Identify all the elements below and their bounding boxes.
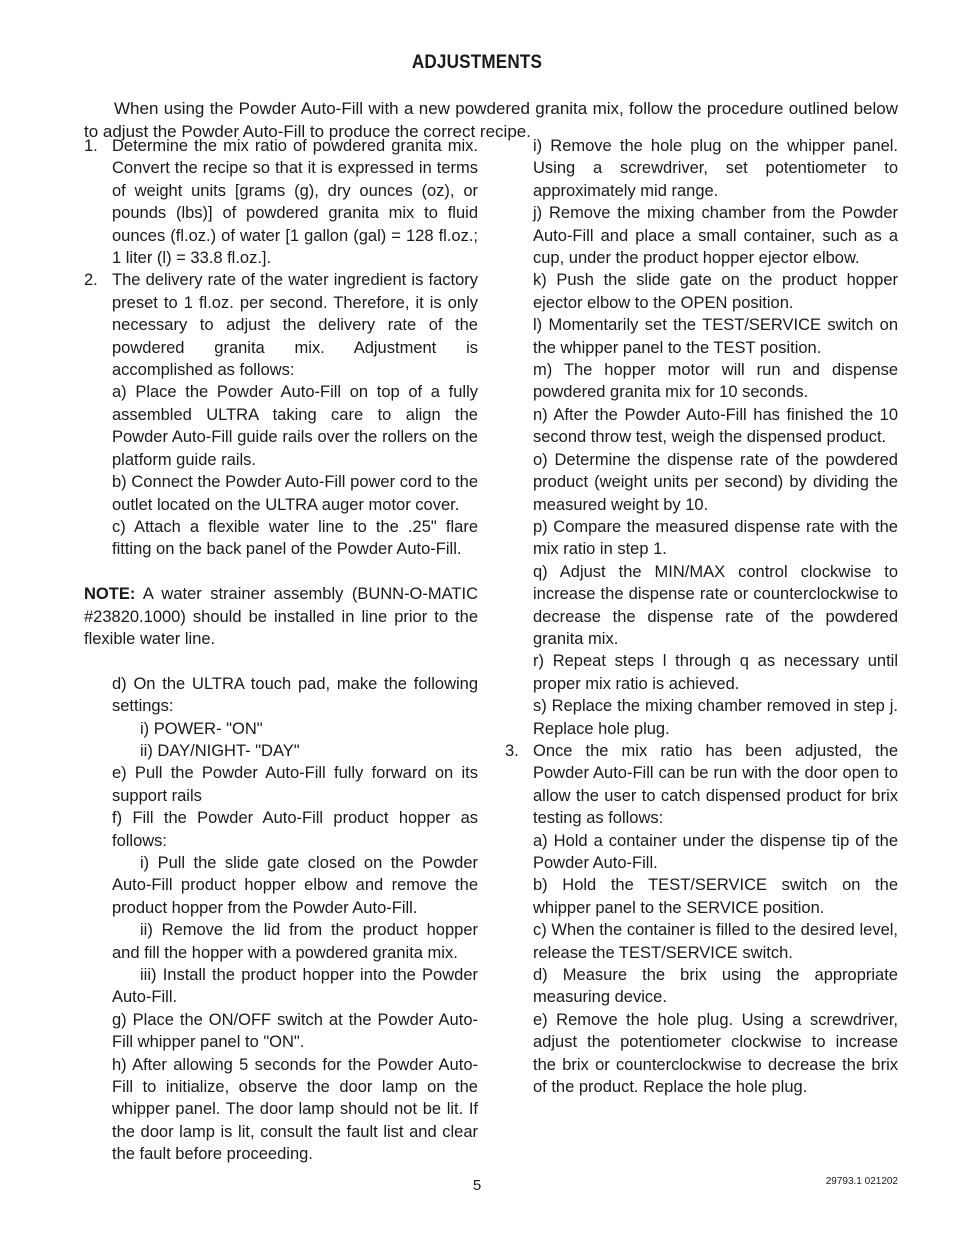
substep-r: r) Repeat steps l through q as necessary until proper mix ratio is achieved.: [533, 652, 898, 693]
substep-c: c) Attach a flexible water line to the .25" flare fitting on the back panel of the Powder Auto-Fill.: [112, 517, 478, 559]
substep-f-i: i) Pull the slide gate closed on the Powder Auto-Fill product hopper elbow and remove the product hopper from the Powder Auto-Fill.: [112, 853, 478, 917]
step-1: [84, 135, 478, 269]
note-text: A water strainer assembly (BUNN-O-MATIC #23820.1000) should be installed in line prior to the flexible water line.: [84, 585, 478, 648]
page-title: ADJUSTMENTS: [411, 52, 543, 73]
right-column: [505, 135, 898, 1098]
note-label: NOTE:: [84, 585, 136, 604]
substep-m: m) The hopper motor will run and dispense powdered granita mix for 10 seconds.: [533, 361, 898, 402]
substep-e: e) Pull the Powder Auto-Fill fully forward on its support rails: [112, 764, 478, 805]
substep-i: i) Remove the hole plug on the whipper panel. Using a screwdriver, set potentiometer to approximately mid range.: [533, 137, 898, 200]
step-number: 2.: [84, 271, 98, 290]
substep-3d: d) Measure the brix using the appropriate measuring device.: [533, 966, 898, 1007]
left-column: [84, 135, 478, 1166]
step-number: 3.: [505, 741, 519, 760]
substep-o: o) Determine the dispense rate of the powdered product (weight units per second) by dividing the measured weight by 10.: [533, 450, 898, 514]
substep-k: k) Push the slide gate on the product hopper ejector elbow to the OPEN position.: [533, 271, 898, 312]
step-text: Determine the mix ratio of powdered granita mix. Convert the recipe so that it is expressed in terms of weight units [grams (g), dry ounces (oz), or pounds (lbs)] of powdered granita mix to fluid ounces (fl.oz.) of water [1 gallon (gal) = 128 fl.oz.; 1 liter (l) = 33.8 fl.oz.].: [112, 137, 478, 268]
substep-f-iii: iii) Install the product hopper into the Powder Auto-Fill.: [112, 966, 478, 1007]
setting-power: i) POWER- "ON": [140, 719, 263, 738]
substep-3b: b) Hold the TEST/SERVICE switch on the whipper panel to the SERVICE position.: [533, 876, 898, 917]
substep-n: n) After the Powder Auto-Fill has finished the 10 second throw test, weigh the dispensed product.: [533, 405, 898, 447]
substep-3a: a) Hold a container under the dispense tip of the Powder Auto-Fill.: [533, 831, 898, 872]
document-code: 29793.1 021202: [825, 1176, 898, 1187]
substep-f: f) Fill the Powder Auto-Fill product hopper as follows:: [112, 809, 478, 850]
substep-f-ii: ii) Remove the lid from the product hopper and fill the hopper with a powdered granita mix.: [112, 921, 478, 962]
step-text: Once the mix ratio has been adjusted, the Powder Auto-Fill can be run with the door open to allow the user to catch dispensed product for brix testing as follows:: [533, 741, 898, 828]
substep-l: l) Momentarily set the TEST/SERVICE switch on the whipper panel to the TEST position.: [533, 316, 898, 357]
substep-j: j) Remove the mixing chamber from the Powder Auto-Fill and place a small container, such as a cup, under the product hopper ejector elbow.: [533, 204, 898, 268]
intro-paragraph: When using the Powder Auto-Fill with a new powdered granita mix, follow the procedure outlined below to adjust the Powder Auto-Fill to produce the correct recipe.: [84, 99, 898, 141]
substep-g: g) Place the ON/OFF switch at the Powder Auto-Fill whipper panel to "ON".: [112, 1010, 478, 1052]
substep-q: q) Adjust the MIN/MAX control clockwise to increase the dispense rate or counterclockwise to decrease the dispense rate of the powdered granita mix.: [533, 562, 898, 648]
step-text: The delivery rate of the water ingredient is factory preset to 1 fl.oz. per second. Therefore, it is only necessary to adjust the delivery rate of the powdered granita mix. Adjustment is accomplished as follows:: [112, 271, 478, 380]
step-3: [505, 740, 898, 830]
substep-b: b) Connect the Powder Auto-Fill power cord to the outlet located on the ULTRA auger motor cover.: [112, 473, 478, 514]
substep-3e: e) Remove the hole plug. Using a screwdriver, adjust the potentiometer clockwise to increase the brix or counterclockwise to decrease the brix of the product. Replace the hole plug.: [533, 1010, 898, 1097]
substep-s: s) Replace the mixing chamber removed in step j. Replace hole plug.: [533, 697, 898, 738]
substep-3c: c) When the container is filled to the desired level, release the TEST/SERVICE switch.: [533, 921, 898, 962]
setting-day-night: ii) DAY/NIGHT- "DAY": [140, 741, 300, 760]
step-number: 1.: [84, 137, 98, 155]
page-number: 5: [472, 1177, 482, 1194]
note-paragraph: [84, 583, 478, 650]
substep-h: h) After allowing 5 seconds for the Powder Auto-Fill to initialize, observe the door lamp on the whipper panel. The door lamp should not be lit. If the door lamp is lit, consult the fault list and clear the fault before proceeding.: [112, 1055, 478, 1164]
substep-p: p) Compare the measured dispense rate with the mix ratio in step 1.: [533, 517, 898, 559]
substep-a: a) Place the Powder Auto-Fill on top of a fully assembled ULTRA taking care to align the Powder Auto-Fill guide rails over the rollers on the platform guide rails.: [112, 383, 478, 469]
step-2: [84, 269, 478, 381]
substep-d: d) On the ULTRA touch pad, make the following settings:: [112, 674, 478, 716]
